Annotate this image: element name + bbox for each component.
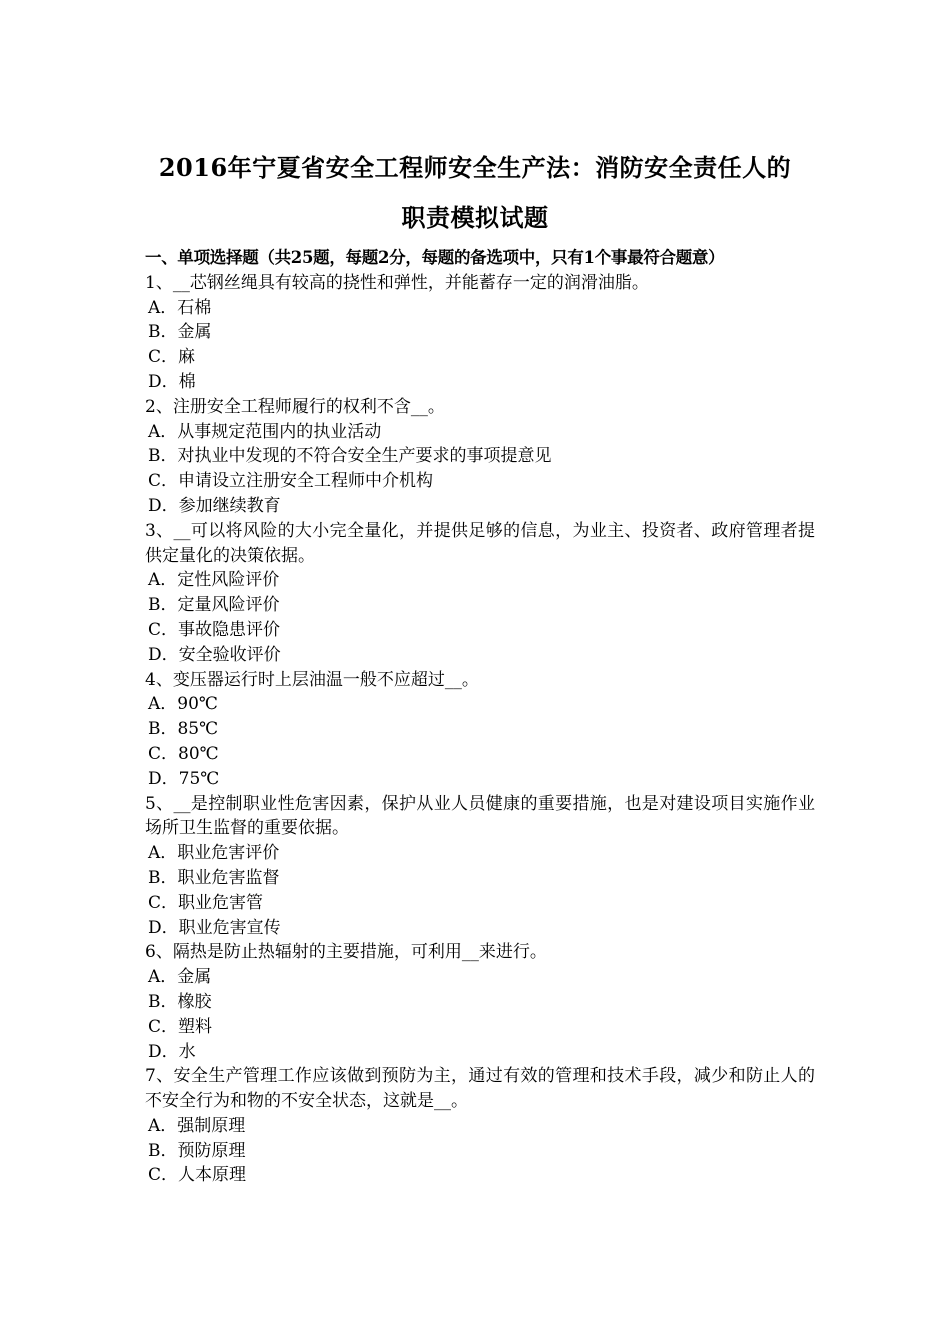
question-6 [145, 940, 815, 1064]
question-text: 5、__是控制职业性危害因素，保护从业人员健康的重要措施，也是对建设项目实施作业场所卫生监督的重要依据。 [145, 793, 815, 839]
document-title [120, 143, 830, 243]
option-b: B．金属 [148, 322, 212, 343]
option-b: B．橡胶 [148, 991, 212, 1012]
section-heading: 一、单项选择题（共25题，每题2分，每题的备选项中，只有1个事最符合题意） [145, 248, 725, 267]
option-a: A．强制原理 [148, 1115, 246, 1136]
question-text: 3、__可以将风险的大小完全量化，并提供足够的信息，为业主、投资者、政府管理者提供定量化的决策依据。 [145, 520, 815, 566]
question-4 [145, 668, 815, 792]
option-a: A．定性风险评价 [148, 570, 280, 591]
option-d: D．水 [148, 1041, 196, 1062]
option-b: B．对执业中发现的不符合安全生产要求的事项提意见 [148, 446, 552, 467]
question-1 [145, 271, 815, 395]
option-d: D．参加继续教育 [148, 495, 281, 516]
option-c: C．人本原理 [148, 1165, 247, 1186]
question-text: 4、变压器运行时上层油温一般不应超过__。 [145, 669, 479, 690]
option-d: D．职业危害宣传 [148, 917, 281, 938]
option-a: A．金属 [148, 967, 212, 988]
option-d: D．棉 [148, 371, 196, 392]
question-7 [145, 1064, 815, 1188]
question-text: 7、安全生产管理工作应该做到预防为主，通过有效的管理和技术手段，减少和防止人的不安全行为和物的不安全状态，这就是__。 [145, 1066, 815, 1112]
option-c: C．申请设立注册安全工程师中介机构 [148, 471, 434, 492]
question-text: 1、__芯钢丝绳具有较高的挠性和弹性，并能蓄存一定的润滑油脂。 [145, 272, 649, 293]
option-a: A．从事规定范围内的执业活动 [148, 421, 382, 442]
option-d: D．75℃ [148, 768, 220, 789]
option-c: C．麻 [148, 347, 196, 368]
question-3 [145, 519, 815, 668]
title-line-1: 2016年宁夏省安全工程师安全生产法：消防安全责任人的 [158, 153, 792, 182]
option-c: C．80℃ [148, 743, 219, 764]
option-a: A．石棉 [148, 297, 212, 318]
option-c: C．塑料 [148, 1016, 213, 1037]
option-d: D．安全验收评价 [148, 644, 281, 665]
option-b: B．预防原理 [148, 1140, 246, 1161]
option-b: B．85℃ [148, 719, 219, 740]
title-line-2: 职责模拟试题 [401, 203, 549, 232]
option-b: B．定量风险评价 [148, 595, 280, 616]
question-text: 6、隔热是防止热辐射的主要措施，可利用__来进行。 [145, 942, 547, 963]
question-5 [145, 792, 815, 941]
question-text: 2、注册安全工程师履行的权利不含__。 [145, 396, 445, 417]
option-c: C．职业危害管 [148, 892, 264, 913]
question-2 [145, 395, 815, 519]
option-a: A．职业危害评价 [148, 843, 280, 864]
option-b: B．职业危害监督 [148, 867, 280, 888]
option-a: A．90℃ [148, 694, 218, 715]
option-c: C．事故隐患评价 [148, 619, 281, 640]
document-body [145, 246, 815, 1188]
